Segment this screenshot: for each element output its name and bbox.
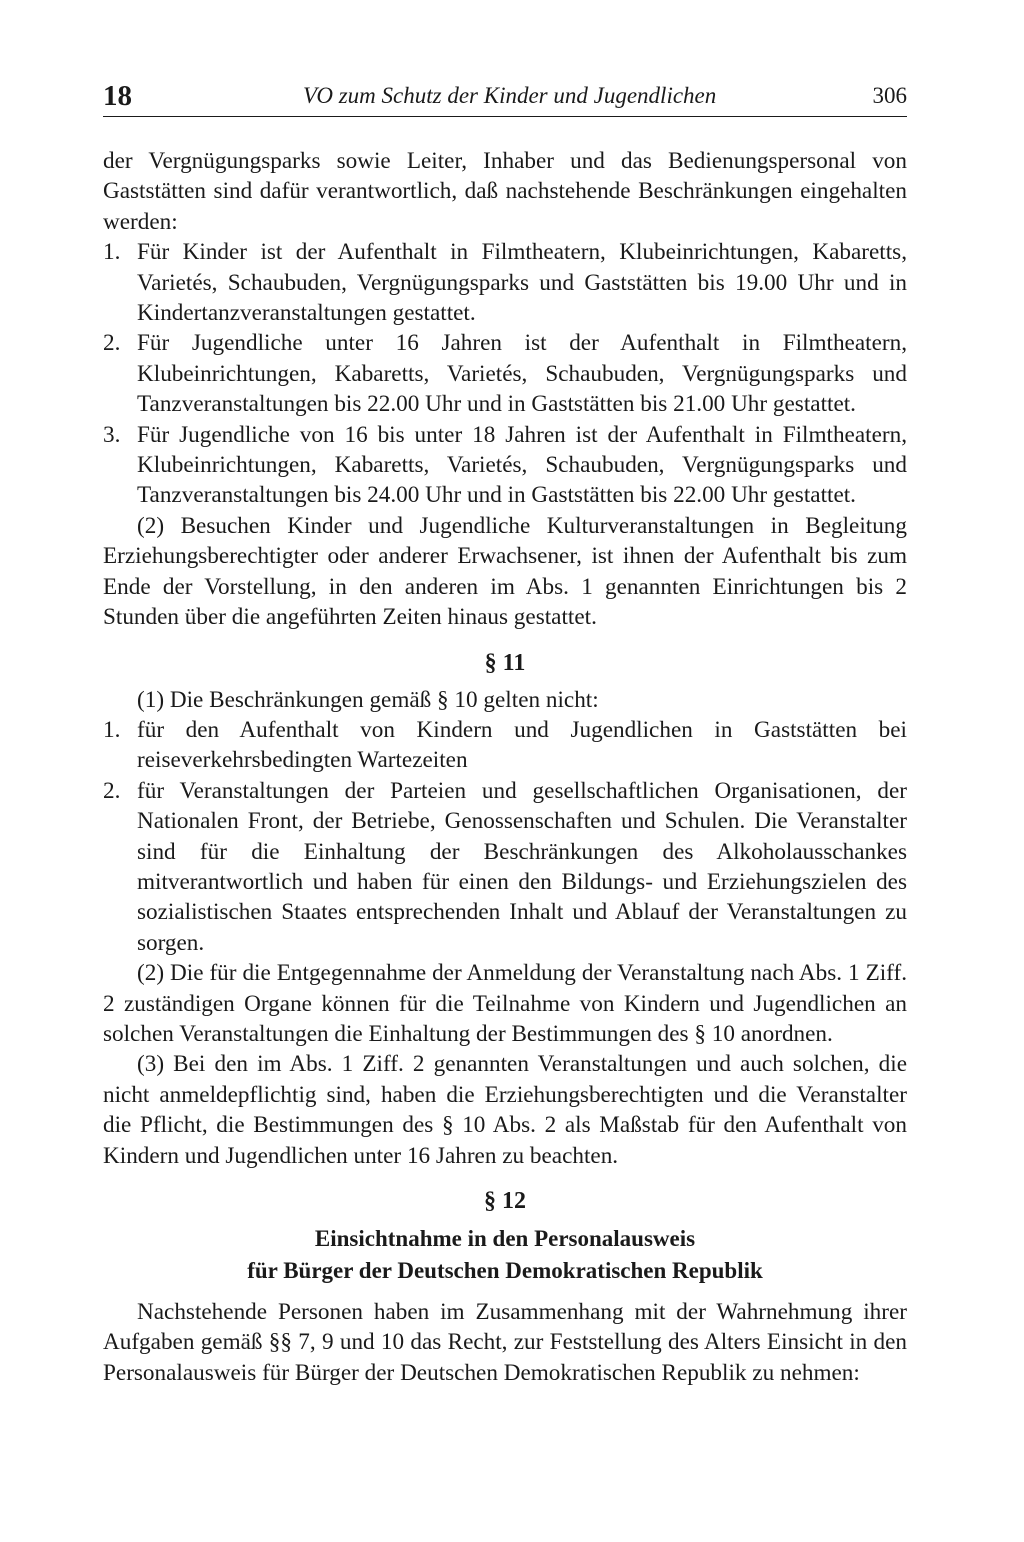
section-title-line: Einsichtnahme in den Personalausweis <box>314 1226 696 1251</box>
list-item <box>103 715 907 776</box>
list-marker: 1. <box>103 239 121 266</box>
paragraph-s11-abs2: (2) Die für die Entgegennahme der Anmeldung der Veranstaltung nach Abs. 1 Ziff. 2 zuständigen Organe können für die Teilnahme von Kindern und Jugendlichen an solchen Veranstaltungen die Einhaltung der Bestimmungen des § 10 anordnen. <box>103 960 907 1047</box>
list-marker: 3. <box>103 421 121 448</box>
list-item <box>103 237 907 328</box>
section-title-line: für Bürger der Deutschen Demokratischen Republik <box>247 1258 763 1283</box>
list-marker: 2. <box>103 330 121 357</box>
paragraph-s11-abs1: (1) Die Beschränkungen gemäß § 10 gelten nicht: <box>137 686 599 713</box>
list-item-text: Für Jugendliche unter 16 Jahren ist der Aufenthalt in Filmtheatern, Klubeinrichtungen, Kabaretts, Varietés, Schaubuden, Vergnügungsparks und Tanzveranstaltungen bis 22.00 Uhr und in Gaststätten bis 21.00 Uhr gestattet. <box>137 330 907 418</box>
section-heading-12: § 12 <box>484 1188 526 1214</box>
list-item-text: Für Jugendliche von 16 bis unter 18 Jahren ist der Aufenthalt in Filmtheatern, Klubeinrichtungen, Kabaretts, Varietés, Schaubuden, Vergnügungsparks und Tanzveranstaltungen bis 24.00 Uhr und in Gaststätten bis 22.00 Uhr gestattet. <box>137 421 907 509</box>
list-item <box>103 420 907 511</box>
paragraph-s10-abs2: (2) Besuchen Kinder und Jugendliche Kulturveranstaltungen in Begleitung Erziehungsberechtigter oder anderer Erwachsener, ist ihnen der Aufenthalt bis zum Ende der Vorstellung, in den anderen im Abs. 1 genannten Einrichtungen bis 2 Stunden über die angeführten Zeiten hinaus gestattet. <box>103 512 907 631</box>
list-marker: 1. <box>103 716 121 743</box>
list-item <box>103 776 907 958</box>
page-number-left: 18 <box>103 80 132 112</box>
page-number-right: 306 <box>872 83 907 108</box>
paragraph-s11-abs3: (3) Bei den im Abs. 1 Ziff. 2 genannten Veranstaltungen und auch solchen, die nicht anmeldepflichtig sind, haben die Erziehungsberechtigten und die Veranstalter die Pflicht, die Bestimmungen des § 10 Abs. 2 als Maßstab für den Aufenthalt von Kindern und Jugendlichen unter 16 Jahren zu beachten. <box>103 1051 907 1169</box>
list-item-text: für Veranstaltungen der Parteien und gesellschaftlichen Organisationen, der Nationalen Front, der Betriebe, Genossenschaften und Schulen. Die Veranstalter sind für die Einhaltung der Beschränkungen des Alkoholausschankes mitverantwortlich und haben für einen den Bildungs- und Erziehungszielen des sozialistischen Staates entsprechenden Inhalt und Ablauf der Veranstaltungen zu sorgen. <box>137 777 907 956</box>
list-item-text: für den Aufenthalt von Kindern und Jugendlichen in Gaststätten bei reiseverkehrsbedingten Wartezeiten <box>137 716 907 774</box>
section-heading-11: § 11 <box>484 649 526 676</box>
document-body <box>103 146 907 1388</box>
list-item-text: Für Kinder ist der Aufenthalt in Filmtheatern, Klubeinrichtungen, Kabaretts, Varietés, Schaubuden, Vergnügungsparks und Gaststätten bis 19.00 Uhr und in Kindertanzveranstaltungen gestattet. <box>137 239 907 327</box>
intro-paragraph: der Vergnügungsparks sowie Leiter, Inhaber und das Bedienungspersonal von Gaststätten sind dafür verantwortlich, daß nachstehende Beschränkungen eingehalten werden: <box>103 148 907 235</box>
header-rule <box>103 116 907 117</box>
paragraph-s12: Nachstehende Personen haben im Zusammenhang mit der Wahrnehmung ihrer Aufgaben gemäß §§ 7, 9 und 10 das Recht, zur Feststellung des Alters Einsicht in den Personalausweis für Bürger der Deutschen Demokratischen Republik zu nehmen: <box>103 1299 907 1386</box>
list-item <box>103 328 907 419</box>
list-marker: 2. <box>103 777 121 804</box>
section-title-12 <box>103 1223 907 1287</box>
running-title: VO zum Schutz der Kinder und Jugendlichen <box>303 83 717 108</box>
page-header <box>103 76 907 116</box>
